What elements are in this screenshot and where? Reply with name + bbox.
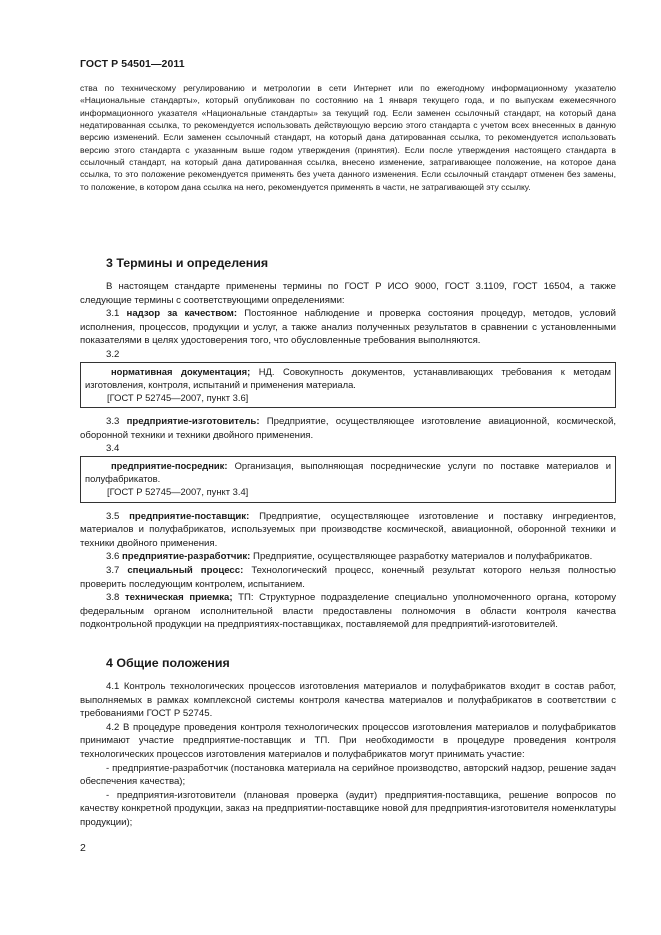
term-number: 3.7: [106, 564, 120, 576]
term-name: надзор за качеством:: [126, 308, 238, 320]
term-3-6: [80, 550, 616, 564]
term-3-4-box: [80, 456, 616, 503]
term-definition: Организация, выполняющая посреднические услуги по поставке материалов и полуфабрикатов.: [85, 459, 611, 485]
term-definition: Постоянное наблюдение и проверка состояния процедур, методов, условий исполнения, процессов, продукции и услуг, а также анализ полученных результатов в сравнении с установленными показателями в целях удостоверения того, что обусловленные требования выполняются.: [80, 308, 617, 347]
bullet-developer: - предприятие-разработчик (постановка материала на серийное производство, авторский надзор, решение задач обеспечения качества);: [80, 762, 616, 788]
term-definition: НД. Совокупность документов, устанавливающих требования к методам изготовления, контроля, испытаний и применения материала.: [85, 365, 611, 390]
term-name: предприятие-разработчик:: [122, 551, 251, 563]
term-definition: Предприятие, осуществляющее разработку материалов и полуфабрикатов.: [253, 551, 593, 563]
term-name: техническая приемка;: [124, 592, 233, 604]
intro-block: [80, 82, 616, 193]
term-3-2: [85, 365, 611, 391]
section-3-intro: В настоящем стандарте применены термины по ГОСТ Р ИСО 9000, ГОСТ 3.1109, ГОСТ 16504, а также следующие термины с соответствующими определениями:: [80, 281, 616, 306]
section-4-heading: 4 Общие положения: [106, 656, 230, 670]
section-3: [80, 256, 616, 632]
term-3-3: [80, 415, 616, 442]
term-3-2-box: [80, 362, 616, 409]
term-number: 3.8: [106, 592, 120, 604]
term-3-7: [80, 564, 616, 591]
section-3-heading: 3 Термины и определения: [106, 256, 269, 270]
term-definition: Предприятие, осуществляющее изготовление авиационной, космической, оборонной техники и техники двойного применения.: [80, 416, 616, 441]
term-3-4-number: 3.4: [106, 443, 120, 455]
term-name: специальный процесс:: [127, 564, 244, 576]
page-number: 2: [80, 842, 86, 854]
term-3-4-reference: [ГОСТ Р 52745—2007, пункт 3.4]: [107, 486, 249, 498]
bullet-manufacturers: - предприятия-изготовители (плановая проверка (аудит) предприятия-поставщика, решение вопросов по качеству конкретной продукции, заказ на предприятии-поставщике новой для предприятия-изготовителя номенклатуры продукции);: [80, 789, 616, 828]
term-definition: Предприятие, осуществляющее изготовление и поставку ингредиентов, материалов и полуфабрикатов, используемых при производстве космической, авиационной, оборонной техники и техники двойного применения.: [80, 510, 616, 549]
term-number: 3.5: [106, 510, 120, 522]
document-header: ГОСТ Р 54501—2011: [80, 58, 185, 70]
term-3-5: [80, 510, 616, 551]
section-4: [80, 656, 616, 830]
intro-paragraph: ства по техническому регулированию и метрологии в сети Интернет или по ежегодному информационному указателю «Национальные стандарты», который опубликован по состоянию на 1 января текущего года, и по выпускам ежемесячного информационного указателя «Национальные стандарты» за текущий год. Если заменен ссылочный стандарт, на который дана недатированная ссылка, то рекомендуется использовать действующую версию этого стандарта с учетом всех внесенных в данную версию изменений. Если заменен ссылочный стандарт, на который дана датированная ссылка, то рекомендуется использовать версию этого стандарта с указанным выше годом утверждения (принятия). Если после утверждения настоящего стандарта в ссылочный стандарт, на который дана датированная ссылка, внесено изменение, затрагивающее положение, на которое дана ссылка, то это положение рекомендуется применять без учета данного изменения. Если ссылочный стандарт отменен без замены, то положение, в котором дана ссылка на него, рекомендуется применять в части, не затрагивающей эту ссылку.: [80, 83, 616, 192]
term-number: 3.3: [106, 416, 120, 428]
term-3-8: [80, 591, 616, 632]
clause-4-1: 4.1 Контроль технологических процессов изготовления материалов и полуфабрикатов входит в состав работ, выполняемых в рамках комплексной системы контроля качества материалов и полуфабрикатов в соответствии с требованиями ГОСТ Р 52745.: [80, 681, 616, 720]
clause-4-2: 4.2 В процедуре проведения контроля технологических процессов изготовления материалов и полуфабрикатов принимают участие предприятие-поставщик и ТП. При необходимости в процедуре проведения контроля технологических процессов изготовления материалов и полуфабрикатов могут принимать участие:: [80, 721, 616, 760]
term-number: 3.6: [106, 551, 120, 563]
term-definition: Технологический процесс, конечный результат которого нельзя полностью проверить последующим контролем, испытанием.: [80, 564, 617, 590]
term-3-4: [85, 459, 611, 485]
term-3-2-reference: [ГОСТ Р 52745—2007, пункт 3.6]: [107, 391, 249, 403]
term-name: предприятие-изготовитель:: [126, 416, 260, 428]
term-3-2-number: 3.2: [106, 348, 120, 360]
term-definition: ТП: Структурное подразделение специально уполномоченного органа, которому федеральным органом исполнительной власти предоставлены полномочия в области контроля качества подконтрольной продукции на предприятиях-поставщиках, поставляемой для предприятий-изготовителей.: [80, 592, 617, 631]
term-number: 3.1: [106, 308, 120, 320]
term-name: предприятие-посредник:: [111, 459, 228, 471]
term-name: предприятие-поставщик:: [129, 510, 250, 522]
term-3-1: [80, 307, 616, 348]
term-name: нормативная документация;: [111, 365, 251, 377]
